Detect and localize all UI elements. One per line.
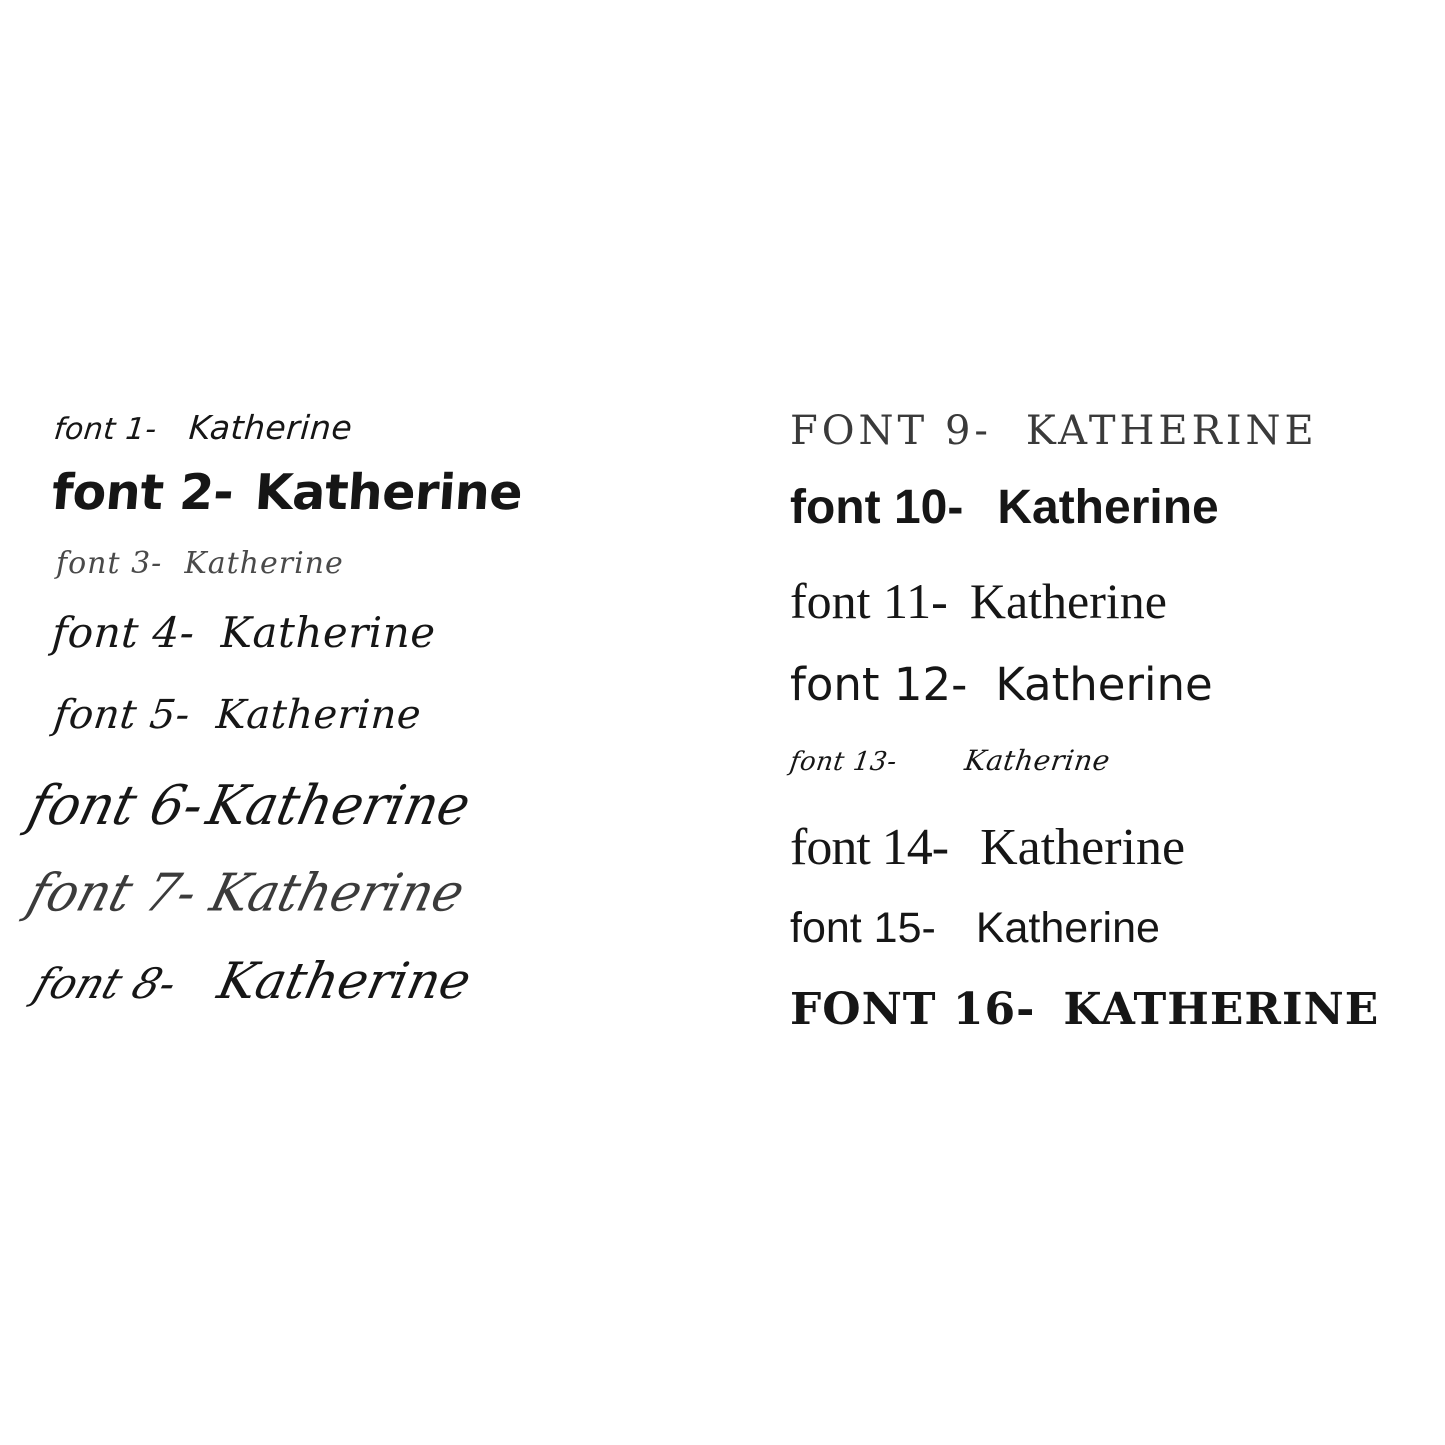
font-option-1-sample: Katherine xyxy=(187,408,354,447)
font-option-16-sample: KATHERINE xyxy=(1063,984,1380,1035)
font-option-5[interactable] xyxy=(30,692,720,776)
font-option-5-label: font 5- xyxy=(51,692,193,738)
font-option-10-sample: Katherine xyxy=(997,481,1219,534)
font-option-14-sample: Katherine xyxy=(980,819,1186,876)
font-option-6-sample: Katherine xyxy=(201,774,476,838)
font-option-6-label: font 6- xyxy=(22,774,210,838)
font-option-4[interactable] xyxy=(30,608,720,692)
font-option-13[interactable] xyxy=(787,744,1430,818)
font-option-1-label: font 1- xyxy=(52,412,159,447)
font-option-9-sample: KATHERINE xyxy=(1025,408,1318,454)
font-option-5-sample: Katherine xyxy=(214,692,423,738)
font-option-15-sample: Katherine xyxy=(975,904,1160,952)
font-option-11[interactable] xyxy=(790,572,1430,658)
font-list-right-column xyxy=(787,408,1430,1054)
font-option-15-label: font 15- xyxy=(790,904,936,952)
font-option-3-sample: Katherine xyxy=(184,546,344,581)
font-option-16-label: FONT 16- xyxy=(790,984,1036,1035)
font-option-11-label: font 11- xyxy=(790,573,948,629)
font-option-13-label: font 13- xyxy=(787,747,899,777)
font-option-7-sample: Katherine xyxy=(203,862,470,924)
font-option-15[interactable] xyxy=(790,904,1430,984)
font-option-9-label: FONT 9- xyxy=(790,408,992,454)
font-option-8-label: font 8- xyxy=(28,959,183,1008)
font-option-16[interactable] xyxy=(790,984,1430,1054)
font-option-8-sample: Katherine xyxy=(212,952,476,1010)
font-option-2-label: font 2- xyxy=(49,464,236,521)
font-option-3-label: font 3- xyxy=(56,546,163,581)
font-option-9[interactable] xyxy=(790,408,1430,480)
font-option-2[interactable] xyxy=(30,464,720,546)
font-option-14-label: font 14- xyxy=(790,819,949,876)
font-option-2-sample: Katherine xyxy=(253,464,525,521)
font-option-12-label: font 12- xyxy=(790,658,968,711)
font-option-7[interactable] xyxy=(21,862,720,952)
font-option-4-sample: Katherine xyxy=(220,608,436,657)
font-option-4-label: font 4- xyxy=(50,608,197,657)
font-option-1[interactable] xyxy=(30,408,720,464)
font-option-12[interactable] xyxy=(790,658,1430,744)
font-option-8[interactable] xyxy=(30,952,720,1032)
font-list-left-column xyxy=(21,408,720,1032)
font-option-6[interactable] xyxy=(22,774,720,864)
font-option-14[interactable] xyxy=(790,818,1430,904)
font-option-3[interactable] xyxy=(30,546,720,608)
font-option-13-sample: Katherine xyxy=(962,744,1112,777)
font-option-10[interactable] xyxy=(790,480,1430,572)
font-option-10-label: font 10- xyxy=(790,481,964,534)
font-option-12-sample: Katherine xyxy=(995,658,1213,711)
font-option-7-label: font 7- xyxy=(21,862,205,924)
font-option-11-sample: Katherine xyxy=(969,573,1167,629)
